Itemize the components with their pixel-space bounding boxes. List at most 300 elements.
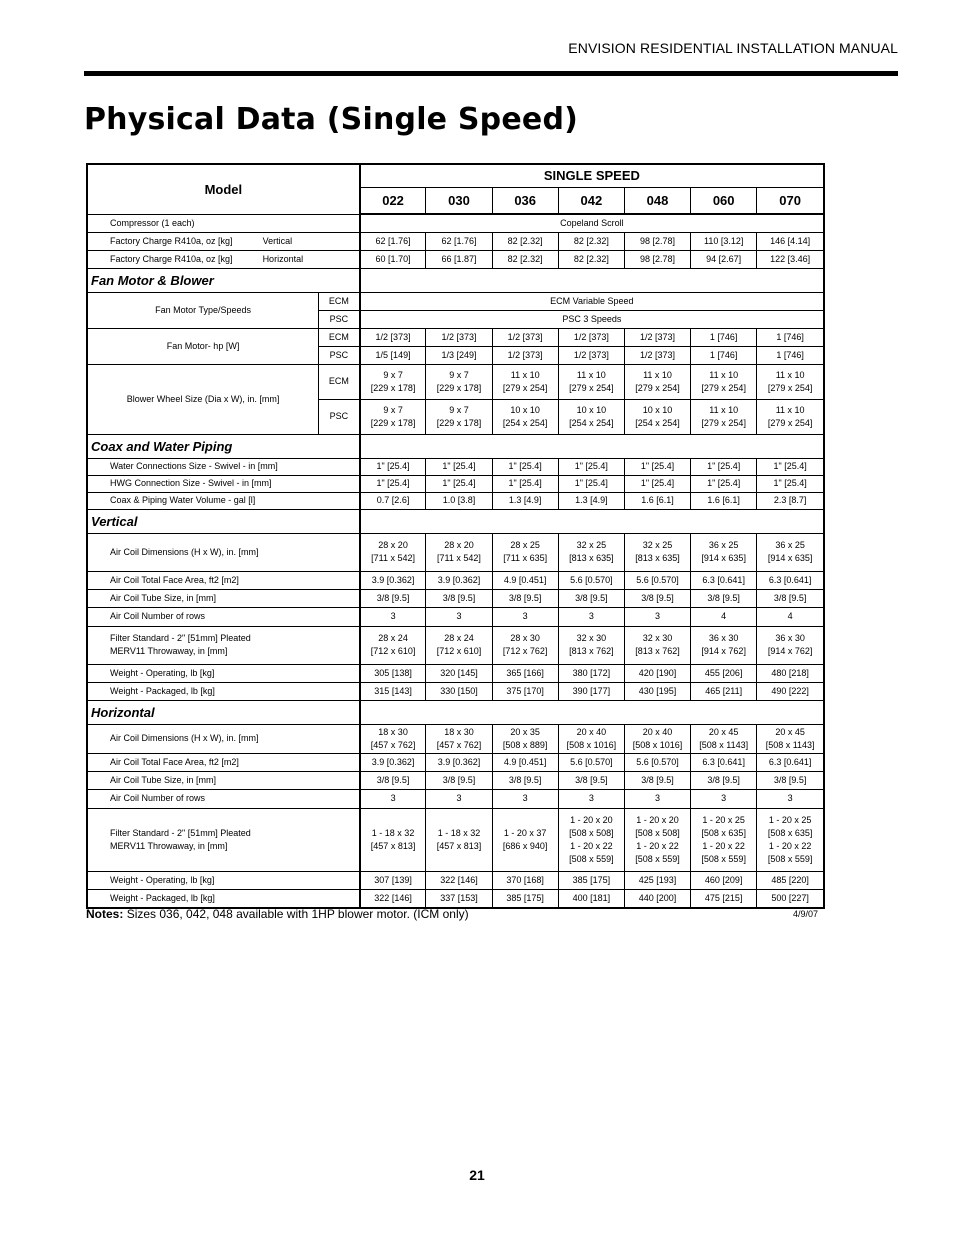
cell-text: 11 x 10	[775, 404, 805, 415]
cell-text: 3/8 [9.5]	[376, 592, 410, 603]
cell-text: Air Coil Tube Size, in [mm]	[110, 774, 217, 785]
cell-text: [508 x 1143]	[699, 739, 749, 750]
cell-text: 3	[390, 793, 396, 803]
value-cell	[492, 808, 558, 871]
value-cell	[624, 250, 690, 268]
cell-text: [813 x 635]	[569, 553, 614, 563]
value-cell	[492, 458, 558, 475]
cell-text: [508 x 1016]	[566, 739, 617, 750]
value-cell	[492, 771, 558, 789]
value-cell	[558, 328, 624, 346]
cell-text: [686 x 940]	[502, 840, 548, 851]
value-cell	[691, 346, 757, 364]
cell-text: 36 x 30	[775, 633, 805, 643]
value-cell	[492, 753, 558, 771]
value-cell	[757, 682, 824, 700]
value-cell	[492, 589, 558, 607]
cell-text: [712 x 610]	[436, 646, 482, 656]
table-row	[87, 214, 824, 232]
value-cell	[624, 458, 690, 475]
cell-text: Horizontal	[91, 704, 155, 720]
cell-text: Weight - Packaged, lb [kg]	[110, 685, 215, 696]
cell-text: 3	[787, 793, 793, 803]
value-cell	[426, 492, 492, 509]
cell-text: 1" [25.4]	[508, 478, 542, 488]
cell-text: 3	[522, 793, 528, 803]
value-cell	[691, 399, 757, 434]
motor-tag	[319, 399, 360, 434]
value-cell	[757, 871, 824, 889]
model-column-header	[757, 187, 824, 214]
value-cell	[691, 250, 757, 268]
value-cell	[691, 889, 757, 908]
cell-text: MERV11 Throwaway, in [mm]	[110, 840, 228, 851]
value-cell	[426, 626, 492, 664]
cell-text: 500 [227]	[771, 892, 809, 903]
value-cell	[558, 789, 624, 808]
table-row	[87, 292, 824, 310]
value-cell	[624, 232, 690, 250]
table-row	[87, 509, 824, 533]
value-cell	[691, 753, 757, 771]
cell-text: 3/8 [9.5]	[575, 592, 608, 603]
cell-text: [254 x 254]	[569, 417, 614, 428]
value-cell	[691, 458, 757, 475]
cell-text: 1" [25.4]	[707, 478, 741, 488]
cell-text: 3/8 [9.5]	[442, 592, 476, 603]
value-cell	[757, 808, 824, 871]
cell-text: Air Coil Number of rows	[110, 793, 206, 803]
cell-text: 20 x 40	[642, 726, 673, 737]
cell-text: Air Coil Total Face Area, ft2 [m2]	[110, 574, 239, 585]
cell-text: 6.3 [0.641]	[702, 574, 745, 585]
cell-text: [508 x 559]	[635, 853, 680, 864]
cell-text: 490 [222]	[771, 685, 809, 696]
value-cell	[691, 533, 757, 571]
table-row	[87, 789, 824, 808]
section-vertical	[87, 509, 360, 533]
cell-text: 1 [746]	[709, 349, 738, 360]
cell-text: 3/8 [9.5]	[508, 592, 542, 603]
value-cell	[426, 753, 492, 771]
cell-text: 1.3 [4.9]	[508, 495, 542, 505]
cell-text: 060	[712, 192, 735, 208]
cell-text: 1 - 18 x 32	[371, 827, 415, 838]
cell-text: 18 x 30	[378, 726, 408, 737]
cell-text: [457 x 813]	[370, 840, 416, 851]
cell-text: [508 x 1016]	[632, 739, 683, 750]
table-row	[87, 808, 824, 871]
cell-text: Coax & Piping Water Volume - gal [l]	[110, 495, 256, 505]
value-cell	[360, 889, 426, 908]
cell-text: [254 x 254]	[635, 417, 680, 428]
table-row	[87, 232, 824, 250]
cell-text: 1 - 20 x 22	[636, 840, 679, 851]
cell-text: 82 [2.32]	[507, 253, 543, 264]
cell-text: 3/8 [9.5]	[508, 774, 542, 785]
table-notes	[86, 907, 469, 921]
physical-data-table	[86, 163, 825, 909]
cell-text: 4.9 [0.451]	[503, 756, 547, 767]
value-cell	[492, 871, 558, 889]
motor-tag	[319, 364, 360, 399]
cell-text: Filter Standard - 2" [51mm] Pleated	[110, 633, 251, 643]
table-row	[87, 328, 824, 346]
cell-text: 98 [2.78]	[639, 235, 676, 246]
value-cell	[558, 364, 624, 399]
row-label	[87, 292, 319, 328]
cell-text: 3.9 [0.362]	[437, 574, 481, 585]
cell-text: 3	[655, 611, 661, 621]
cell-text: 36 x 25	[775, 540, 805, 550]
value-cell	[558, 475, 624, 492]
table-row	[87, 871, 824, 889]
table-row	[87, 682, 824, 700]
cell-text: ECM Variable Speed	[550, 295, 634, 306]
cell-text: [279 x 254]	[569, 382, 614, 393]
cell-text: [813 x 762]	[569, 646, 614, 656]
row-label	[87, 589, 360, 607]
cell-text: PSC	[329, 313, 349, 324]
value-cell	[426, 607, 492, 626]
value-cell	[426, 232, 492, 250]
value-cell	[757, 399, 824, 434]
cell-text: 5.6 [0.570]	[636, 756, 679, 767]
fan-type-ecm-value	[360, 292, 824, 310]
cell-text: 1" [25.4]	[773, 478, 807, 488]
cell-text: 1" [25.4]	[376, 478, 410, 488]
cell-text: 322 [146]	[374, 892, 412, 903]
cell-text: [279 x 254]	[767, 382, 813, 393]
value-cell	[757, 789, 824, 808]
row-label	[87, 789, 360, 808]
value-cell	[426, 533, 492, 571]
value-cell	[757, 771, 824, 789]
cell-text: Fan Motor & Blower	[91, 272, 214, 288]
cell-text: 4.9 [0.451]	[503, 574, 547, 585]
value-cell	[492, 724, 558, 753]
cell-text: 1" [25.4]	[574, 461, 608, 471]
model-column-header	[558, 187, 624, 214]
cell-text: 82 [2.32]	[507, 235, 543, 246]
cell-text: 1" [25.4]	[773, 461, 807, 471]
cell-text: [229 x 178]	[436, 382, 482, 393]
charge-label: Factory Charge R410a, oz [kg]	[110, 253, 233, 264]
cell-text: 3/8 [9.5]	[442, 774, 476, 785]
value-cell	[624, 753, 690, 771]
cell-text: PSC	[329, 349, 349, 360]
cell-text: Weight - Operating, lb [kg]	[110, 667, 215, 678]
table-row	[87, 771, 824, 789]
row-label	[87, 808, 360, 871]
row-label	[87, 475, 360, 492]
value-cell	[691, 589, 757, 607]
cell-text: 62 [1.76]	[441, 235, 477, 246]
cell-text: 390 [177]	[572, 685, 611, 696]
cell-text: 1/2 [373]	[639, 349, 676, 360]
fan-type-psc-value	[360, 310, 824, 328]
cell-text: 32 x 30	[642, 633, 673, 643]
value-cell	[492, 607, 558, 626]
manual-header: ENVISION RESIDENTIAL INSTALLATION MANUAL	[568, 40, 898, 56]
row-label	[87, 458, 360, 475]
cell-text: 20 x 40	[576, 726, 607, 737]
table-row	[87, 434, 824, 458]
cell-text: 28 x 24	[378, 633, 408, 643]
cell-text: 030	[448, 192, 470, 208]
cell-text: 10 x 10	[576, 404, 607, 415]
value-cell	[691, 475, 757, 492]
cell-text: Water Connections Size - Swivel - in [mm]	[110, 461, 278, 471]
value-cell	[426, 889, 492, 908]
value-cell	[757, 250, 824, 268]
value-cell	[426, 664, 492, 682]
table-row	[87, 458, 824, 475]
value-cell	[360, 475, 426, 492]
value-cell	[624, 607, 690, 626]
value-cell	[757, 753, 824, 771]
value-cell	[757, 664, 824, 682]
value-cell	[360, 533, 426, 571]
row-label	[87, 771, 360, 789]
cell-text: [712 x 610]	[370, 646, 416, 656]
cell-text: Air Coil Number of rows	[110, 611, 206, 621]
cell-text: 305 [138]	[374, 667, 412, 678]
cell-text: 36 x 30	[708, 633, 739, 643]
cell-text: [229 x 178]	[370, 382, 416, 393]
value-cell	[757, 889, 824, 908]
value-cell	[624, 682, 690, 700]
cell-text: [711 x 635]	[503, 553, 548, 563]
cell-text: 420 [190]	[638, 667, 677, 678]
motor-tag	[319, 292, 360, 310]
value-cell	[691, 571, 757, 589]
cell-text: 1/3 [249]	[441, 349, 477, 360]
row-label	[87, 232, 360, 250]
value-cell	[360, 571, 426, 589]
value-cell	[492, 682, 558, 700]
cell-text: 3	[588, 611, 594, 621]
cell-text: 28 x 24	[444, 633, 474, 643]
value-cell	[360, 607, 426, 626]
value-cell	[691, 607, 757, 626]
table-row	[87, 268, 824, 292]
cell-text: 28 x 30	[510, 633, 540, 643]
value-cell	[624, 492, 690, 509]
cell-text: Weight - Operating, lb [kg]	[110, 874, 215, 885]
value-cell	[360, 364, 426, 399]
value-cell	[624, 724, 690, 753]
cell-text: 3	[456, 793, 462, 803]
cell-text: 9 x 7	[383, 369, 403, 380]
value-cell	[624, 771, 690, 789]
charge-orientation: Vertical	[262, 235, 293, 246]
cell-text: 365 [166]	[506, 667, 544, 678]
cell-text: 1 - 20 x 20	[636, 814, 679, 825]
value-cell	[492, 492, 558, 509]
section-blank	[360, 434, 824, 458]
cell-text: Fan Motor- hp [W]	[166, 340, 240, 351]
row-label	[87, 682, 360, 700]
value-cell	[757, 475, 824, 492]
value-cell	[426, 346, 492, 364]
cell-text: 82 [2.32]	[573, 253, 609, 264]
cell-text: 1/2 [373]	[375, 331, 411, 342]
charge-orientation: Horizontal	[262, 253, 304, 264]
cell-text: [508 x 508]	[635, 827, 680, 838]
cell-text: Compressor (1 each)	[110, 217, 195, 228]
cell-text: 1/2 [373]	[639, 331, 676, 342]
cell-text: 36 x 25	[708, 540, 739, 550]
table-row	[87, 700, 824, 724]
value-cell	[426, 808, 492, 871]
cell-text: [229 x 178]	[370, 417, 416, 428]
page-title: Physical Data (Single Speed)	[84, 102, 579, 137]
cell-text: [508 x 559]	[767, 853, 813, 864]
value-cell	[360, 626, 426, 664]
table-row	[87, 753, 824, 771]
value-cell	[757, 533, 824, 571]
cell-text: 1 - 20 x 22	[768, 840, 812, 851]
cell-text: 28 x 25	[510, 540, 540, 550]
cell-text: Air Coil Total Face Area, ft2 [m2]	[110, 756, 239, 767]
cell-text: 380 [172]	[572, 667, 611, 678]
cell-text: Blower Wheel Size (Dia x W), in. [mm]	[126, 393, 280, 404]
value-cell	[624, 789, 690, 808]
cell-text: 60 [1.70]	[375, 253, 411, 264]
cell-text: 3/8 [9.5]	[575, 774, 608, 785]
cell-text: [813 x 762]	[635, 646, 680, 656]
cell-text: Air Coil Dimensions (H x W), in. [mm]	[110, 546, 259, 557]
cell-text: 385 [175]	[572, 874, 611, 885]
row-label	[87, 871, 360, 889]
cell-text: 3	[588, 793, 594, 803]
cell-text: 11 x 10	[643, 369, 672, 380]
cell-text: 1 [746]	[776, 349, 804, 360]
table-row	[87, 589, 824, 607]
row-label	[87, 571, 360, 589]
cell-text: 1 [746]	[776, 331, 804, 342]
compressor-value	[360, 214, 824, 232]
section-blank	[360, 268, 824, 292]
cell-text: 32 x 30	[576, 633, 607, 643]
cell-text: 1" [25.4]	[574, 478, 608, 488]
cell-text: 11 x 10	[576, 369, 606, 380]
value-cell	[492, 626, 558, 664]
cell-text: 1/5 [149]	[375, 349, 411, 360]
cell-text: 94 [2.67]	[706, 253, 742, 264]
section-blank	[360, 509, 824, 533]
cell-text: PSC 3 Speeds	[562, 313, 622, 324]
value-cell	[360, 232, 426, 250]
cell-text: 320 [145]	[440, 667, 478, 678]
value-cell	[360, 789, 426, 808]
cell-text: Copeland Scroll	[560, 217, 624, 228]
value-cell	[624, 889, 690, 908]
cell-text: 2.3 [8.7]	[773, 495, 807, 505]
row-label	[87, 607, 360, 626]
cell-text: 1/2 [373]	[573, 349, 609, 360]
value-cell	[360, 664, 426, 682]
value-cell	[360, 771, 426, 789]
value-cell	[691, 232, 757, 250]
value-cell	[426, 364, 492, 399]
value-cell	[558, 607, 624, 626]
cell-text: 20 x 45	[775, 726, 805, 737]
cell-text: [508 x 889]	[502, 739, 548, 750]
section-blank	[360, 700, 824, 724]
cell-text: 110 [3.12]	[703, 235, 744, 246]
value-cell	[691, 364, 757, 399]
cell-text: 1 - 20 x 22	[702, 840, 745, 851]
cell-text: 5.6 [0.570]	[570, 756, 613, 767]
cell-text: 82 [2.32]	[573, 235, 609, 246]
cell-text: 1 - 20 x 20	[570, 814, 613, 825]
value-cell	[492, 889, 558, 908]
value-cell	[624, 346, 690, 364]
cell-text: 3/8 [9.5]	[376, 774, 410, 785]
value-cell	[492, 328, 558, 346]
value-cell	[624, 533, 690, 571]
cell-text: MERV11 Throwaway, in [mm]	[110, 646, 228, 656]
value-cell	[492, 475, 558, 492]
value-cell	[360, 871, 426, 889]
cell-text: [508 x 508]	[569, 827, 614, 838]
value-cell	[492, 346, 558, 364]
value-cell	[624, 328, 690, 346]
value-cell	[757, 364, 824, 399]
value-cell	[558, 889, 624, 908]
cell-text: 9 x 7	[449, 404, 469, 415]
cell-text: 3	[522, 611, 528, 621]
cell-text: 1 - 20 x 37	[503, 827, 547, 838]
value-cell	[492, 571, 558, 589]
cell-text: Fan Motor Type/Speeds	[155, 304, 251, 315]
value-cell	[757, 607, 824, 626]
table-row	[87, 475, 824, 492]
value-cell	[492, 533, 558, 571]
value-cell	[558, 724, 624, 753]
cell-text: Air Coil Dimensions (H x W), in. [mm]	[110, 733, 259, 743]
model-column-header	[360, 187, 426, 214]
cell-text: HWG Connection Size - Swivel - in [mm]	[110, 478, 272, 488]
row-label	[87, 214, 360, 232]
cell-text: 480 [218]	[771, 667, 809, 678]
cell-text: 1" [25.4]	[640, 461, 675, 471]
value-cell	[691, 492, 757, 509]
cell-text: SINGLE SPEED	[543, 168, 640, 184]
cell-text: Model	[204, 181, 243, 197]
value-cell	[757, 232, 824, 250]
row-label	[87, 724, 360, 753]
cell-text: 6.3 [0.641]	[702, 756, 745, 767]
value-cell	[360, 346, 426, 364]
cell-text: 11 x 10	[510, 369, 540, 380]
model-column-header	[691, 187, 757, 214]
value-cell	[558, 533, 624, 571]
value-cell	[757, 589, 824, 607]
cell-text: [457 x 813]	[436, 840, 482, 851]
value-cell	[558, 808, 624, 871]
value-cell	[624, 475, 690, 492]
cell-text: 400 [181]	[572, 892, 611, 903]
cell-text: Coax and Water Piping	[91, 438, 233, 454]
value-cell	[691, 328, 757, 346]
value-cell	[492, 399, 558, 434]
cell-text: [508 x 559]	[701, 853, 746, 864]
cell-text: [914 x 635]	[767, 553, 813, 563]
cell-text: [914 x 635]	[701, 553, 746, 563]
